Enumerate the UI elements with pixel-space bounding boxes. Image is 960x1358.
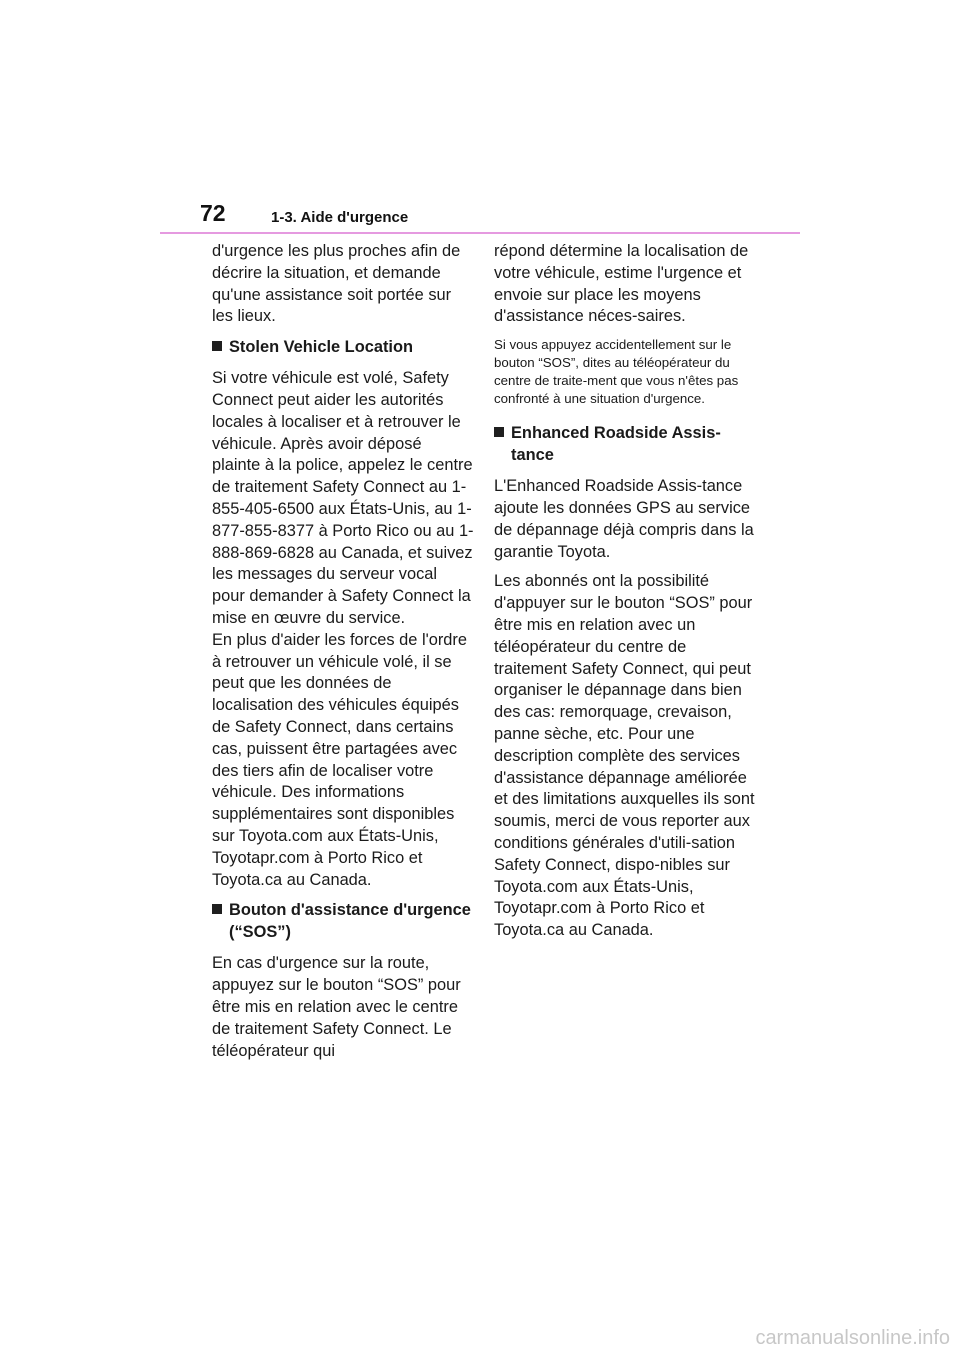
heading-text: Bouton d'assistance d'urgence (“SOS”)	[229, 901, 471, 942]
paragraph-enhanced-1: L'Enhanced Roadside Assis-tance ajoute les données GPS au service de dépannage déjà compris dans la garantie Toyota.	[494, 477, 754, 561]
paragraph-intro: d'urgence les plus proches afin de décrire la situation, et demande qu'une assistance soit portée sur les lieux.	[212, 242, 461, 326]
paragraph-location: répond détermine la localisation de votre véhicule, estime l'urgence et envoie sur place les moyens d'assistance néces-saires.	[494, 242, 749, 326]
heading-text: Stolen Vehicle Location	[229, 338, 413, 357]
heading-enhanced-roadside	[494, 422, 756, 466]
note-accidental-sos: Si vous appuyez accidentellement sur le bouton “SOS”, dites au téléopérateur du centre de traite-ment que vous n'êtes pas confronté à une situation d'urgence.	[494, 337, 739, 407]
paragraph-enhanced-2: Les abonnés ont la possibilité d'appuyer sur le bouton “SOS” pour être mis en relation avec un téléopérateur du centre de traitement Safety Connect, qui peut organiser le dépannage dans bien des cas: remorquage, crevaison, panne sèche, etc. Pour une description complète des services d'assistance dépannage améliorée et des limitations auxquelles ils sont soumis, merci de vous reporter aux conditions générales d'utili-sation Safety Connect, dispo-nibles sur Toyota.com aux États-Unis, Toyotapr.com à Porto Rico et Toyota.ca au Canada.	[494, 572, 755, 940]
square-bullet-icon	[212, 341, 222, 351]
header-divider	[160, 232, 800, 234]
watermark: carmanualsonline.info	[755, 1327, 950, 1349]
paragraph-sos: En cas d'urgence sur la route, appuyez sur le bouton “SOS” pour être mis en relation avec le centre de traitement Safety Connect. Le téléopérateur qui	[212, 954, 461, 1060]
heading-stolen-vehicle	[212, 336, 474, 358]
heading-text: Enhanced Roadside Assis-tance	[511, 424, 721, 465]
paragraph-stolen-1: Si votre véhicule est volé, Safety Connect peut aider les autorités locales à localiser et à retrouver le véhicule. Après avoir déposé plainte à la police, appelez le centre de traitement Safety Connect au 1-855-405-6500 aux États-Unis, au 1-877-855-8377 à Porto Rico ou au 1-888-869-6828 au Canada, et suivez les messages du serveur vocal pour demander à Safety Connect la mise en œuvre du service.	[212, 369, 474, 627]
square-bullet-icon	[212, 904, 222, 914]
heading-sos-button	[212, 899, 474, 943]
left-column	[212, 241, 474, 1070]
page-number: 72	[200, 200, 226, 226]
section-title: 1-3. Aide d'urgence	[271, 209, 409, 226]
square-bullet-icon	[494, 427, 504, 437]
right-column	[494, 241, 756, 950]
paragraph-stolen-2: En plus d'aider les forces de l'ordre à retrouver un véhicule volé, il se peut que les données de localisation des véhicules équipés de Safety Connect, dans certains cas, puissent être partagées avec des tiers afin de localiser votre véhicule. Des informations supplémentaires sont disponibles sur Toyota.com aux États-Unis, Toyotapr.com à Porto Rico et Toyota.ca au Canada.	[212, 630, 467, 889]
